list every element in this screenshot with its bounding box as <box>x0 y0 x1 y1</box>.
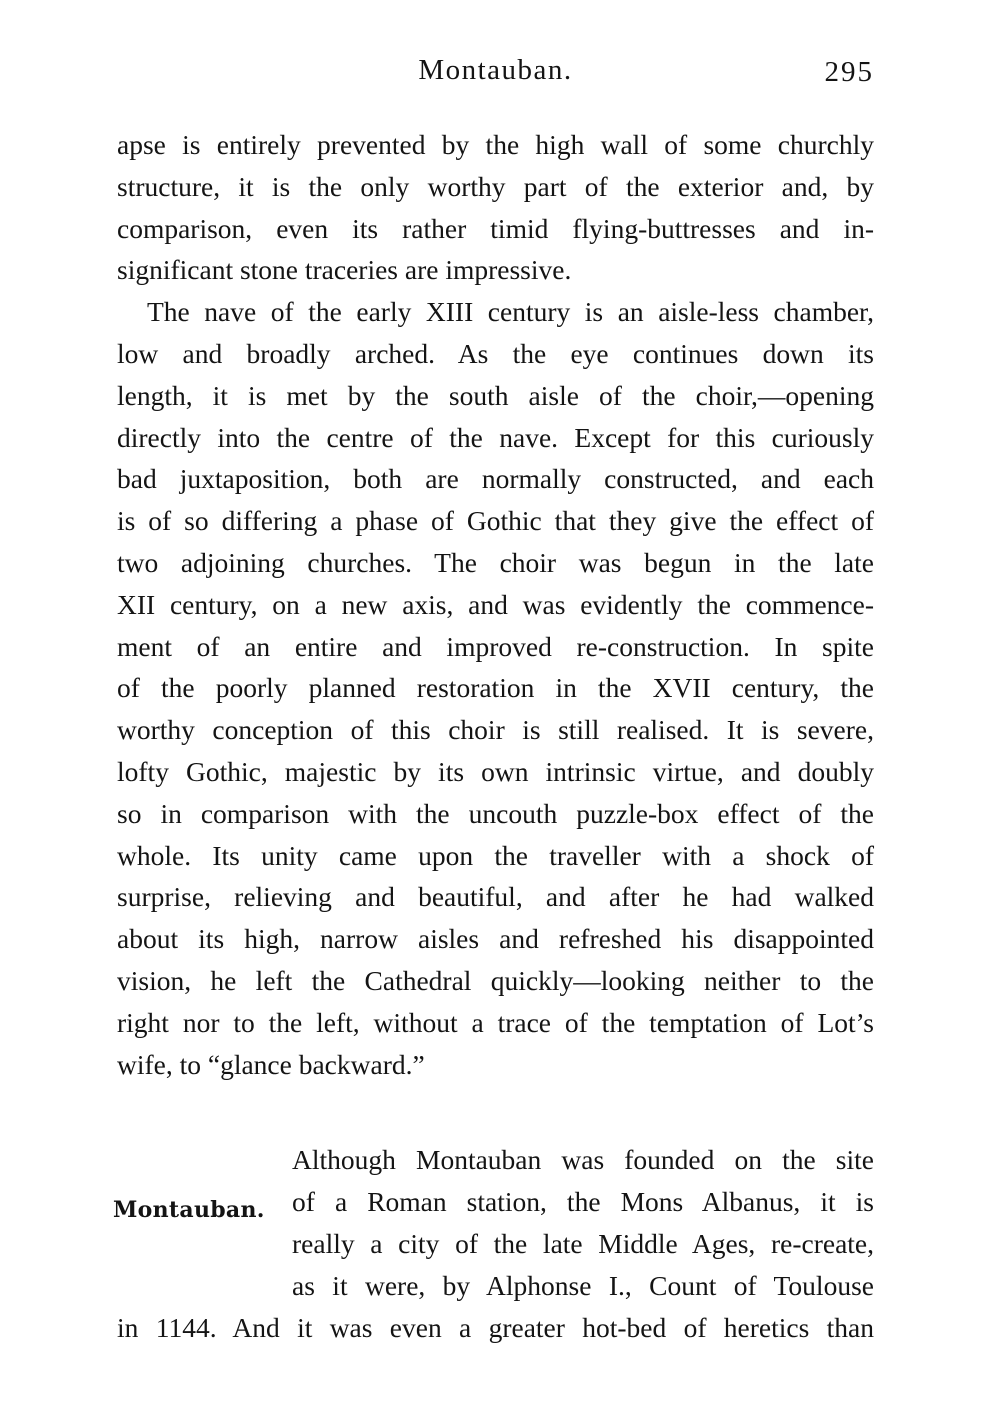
body-text <box>113 124 874 1348</box>
text-line: XII century, on a new axis, and was evidently the commence- <box>117 588 874 620</box>
text-line: right nor to the left, without a trace of the temptation of Lot’s <box>117 1006 874 1038</box>
text-line: low and broadly arched. As the eye continues down its <box>117 337 874 369</box>
text-line: is of so differing a phase of Gothic that they give the effect of <box>117 505 874 537</box>
text-line: lofty Gothic, majestic by its own intrinsic virtue, and doubly <box>117 755 874 787</box>
text-line: structure, it is the only worthy part of the exterior and, by <box>117 170 874 202</box>
text-line: directly into the centre of the nave. Except for this curiously <box>117 421 874 453</box>
page-number: 295 <box>824 56 874 88</box>
text-line: really a city of the late Middle Ages, re-create, <box>292 1227 874 1259</box>
section-gap <box>117 1085 874 1139</box>
text-line: of the poorly planned restoration in the XVII century, the <box>117 672 874 704</box>
text-line: so in comparison with the uncouth puzzle-box effect of the <box>117 797 874 829</box>
text-line: ment of an entire and improved re-construction. In spite <box>117 630 874 662</box>
text-line: worthy conception of this choir is still realised. It is severe, <box>117 714 874 746</box>
text-line: surprise, relieving and beautiful, and after he had walked <box>117 881 874 913</box>
text-line: significant stone traceries are impressive. <box>117 254 572 286</box>
text-line: in 1144. And it was even a greater hot-bed of heretics than <box>117 1311 874 1343</box>
text-line: length, it is met by the south aisle of the choir,—opening <box>117 379 874 411</box>
paragraph-apse <box>117 124 874 291</box>
text-line: of a Roman station, the Mons Albanus, it is <box>292 1186 874 1218</box>
text-line: vision, he left the Cathedral quickly—looking neither to the <box>117 964 874 996</box>
text-line: apse is entirely prevented by the high wall of some churchly <box>117 129 874 160</box>
text-line: wife, to “glance backward.” <box>117 1048 425 1080</box>
text-line: two adjoining churches. The choir was begun in the late <box>117 546 874 578</box>
text-line: as it were, by Alphonse I., Count of Toulouse <box>292 1269 874 1301</box>
text-line: The nave of the early XIII century is an aisle-less chamber, <box>147 296 874 328</box>
section-montauban <box>113 1139 874 1348</box>
text-line: bad juxtaposition, both are normally constructed, and each <box>117 463 874 495</box>
paragraph-nave <box>117 291 874 1085</box>
running-title: Montauban. <box>418 54 573 86</box>
text-line: about its high, narrow aisles and refreshed his disappointed <box>117 923 874 955</box>
text-line: comparison, even its rather timid flying-buttresses and in- <box>117 212 874 244</box>
running-head <box>117 50 874 94</box>
text-line: Although Montauban was founded on the site <box>292 1144 874 1176</box>
sidenote-heading: Montauban. <box>113 1197 265 1224</box>
text-line: whole. Its unity came upon the traveller with a shock of <box>117 839 874 871</box>
